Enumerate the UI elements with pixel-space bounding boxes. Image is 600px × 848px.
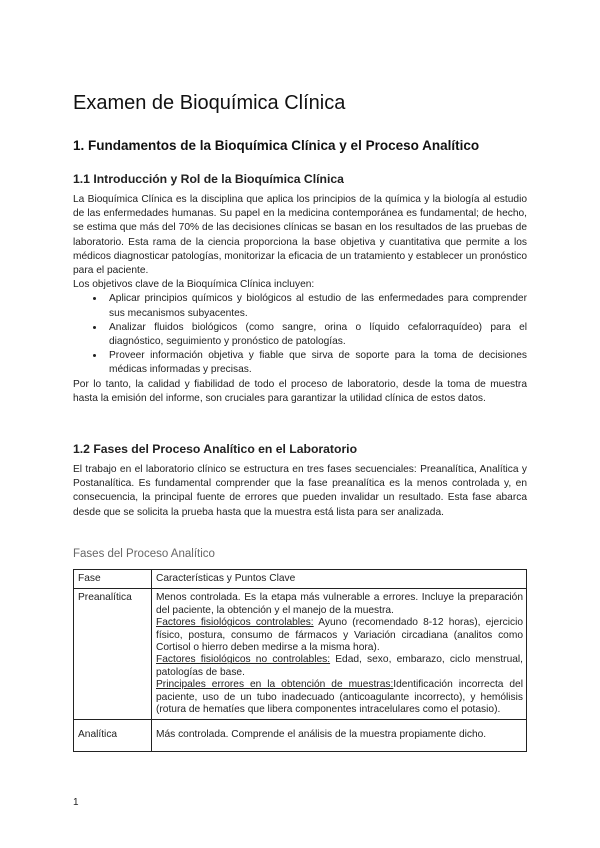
table-row [74,589,527,720]
section-heading: 1. Fundamentos de la Bioquímica Clínica y el Proceso Analítico [73,138,480,153]
section-1-2-body [73,463,527,520]
header-cell-characteristics: Características y Puntos Clave [152,570,527,589]
factor-text: Ayuno (recomendado 8-12 horas), ejercicio físico, postura, consumo de fármacos y Variación circadiana (analitos como Cortisol o hierro deben medirse a la misma hora). [156,617,524,654]
phases-table [73,569,527,752]
list-item: • Aplicar principios químicos y biológicos al estudio de las enfermedades para comprender sus mecanismos subyacentes. [105,292,527,320]
factor-label: Principales errores en la obtención de muestras: [156,679,394,691]
document-title: Examen de Bioquímica Clínica [73,92,346,114]
paragraph-intro: La Bioquímica Clínica es la disciplina que aplica los principios de la química y la biología al estudio de las enfermedades humanas. Su papel en la medicina contemporánea es fundamental; de hecho, se estima que más del 70% de las decisiones clínicas se basan en los resultados de las pruebas de laboratorio. Esta rama de la ciencia proporciona la base objetiva y cuantitativa que permite a los médicos diagnosticar patologías, monitorizar la eficacia de un tratamiento y establecer un pronóstico para el paciente. [73,194,527,277]
list-item: • Analizar fluidos biológicos (como sangre, orina o líquido cefalorraquídeo) para el diagnóstico, seguimiento y pronóstico de patologías. [105,321,527,349]
factor-label: Factores fisiológicos controlables: [156,617,314,629]
list-item: • Proveer información objetiva y fiable que sirva de soporte para la toma de decisiones médicas informadas y precisas. [105,349,527,377]
page-number: 1 [73,797,79,808]
header-cell-phase: Fase [74,570,152,589]
subsection-heading-1-1: 1.1 Introducción y Rol de la Bioquímica Clínica [73,172,344,186]
objectives-intro: Los objetivos clave de la Bioquímica Clínica incluyen: [73,279,315,291]
factor-text: Edad, sexo, embarazo, ciclo menstrual, patologías de base. [156,654,523,678]
factor-no-controlables [156,654,523,679]
table-row [74,720,527,751]
phase-cell: Analítica [74,720,152,751]
factor-errores [156,679,523,716]
preanalitica-intro: Menos controlada. Es la etapa más vulnerable a errores. Incluye la preparación del paciente, la obtención y el manejo de la muestra. [156,592,523,616]
factor-text: Identificación incorrecta del paciente, uso de un tubo inadecuado (anticoagulante incorrecto), y hemólisis (rotura de hematíes que libera componentes intracelulares como el potasio). [156,679,523,716]
paragraph-conclusion: Por lo tanto, la calidad y fiabilidad de todo el proceso de laboratorio, desde la toma de muestra hasta la emisión del informe, son cruciales para garantizar la utilidad clínica de estos datos. [73,378,527,404]
characteristics-cell [152,589,527,720]
section-1-1-body [73,193,527,406]
objectives-list [73,292,527,377]
table-header-row [74,570,527,589]
factor-controlables [156,617,523,654]
paragraph-phases: El trabajo en el laboratorio clínico se estructura en tres fases secuenciales: Preanalítica, Analítica y Postanalítica. Es fundamental comprender que la fase preanalítica es la menos controlada y, en consecuencia, la principal fuente de errores que pueden invalidar un resultado. Esta fase abarca desde que se solicita la prueba hasta que la muestra está lista para ser analizada. [73,464,527,518]
factor-label: Factores fisiológicos no controlables: [156,654,331,666]
subsection-heading-1-2: 1.2 Fases del Proceso Analítico en el Laboratorio [73,442,358,456]
table-caption: Fases del Proceso Analítico [73,548,215,560]
characteristics-cell: Más controlada. Comprende el análisis de la muestra propiamente dicho. [152,720,527,751]
phase-cell: Preanalítica [74,589,152,720]
